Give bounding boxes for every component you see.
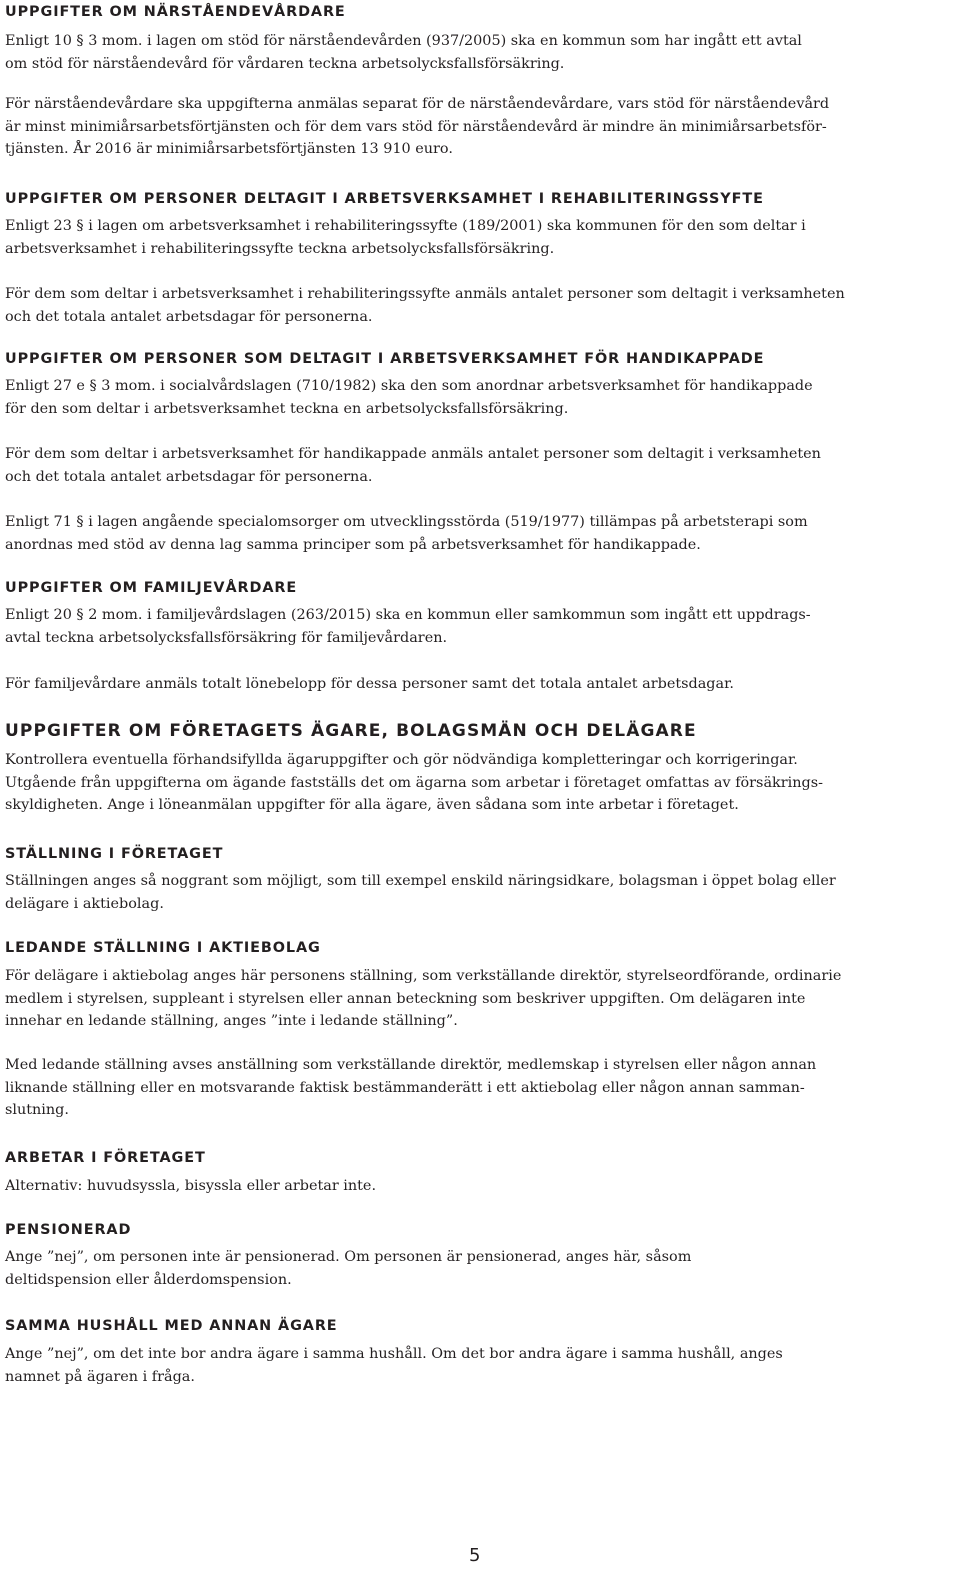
paragraph-line: innehar en ledande ställning, anges ”inte i ledande ställning”. — [5, 1013, 458, 1029]
paragraph-line: deltidspension eller ålderdomspension. — [5, 1271, 292, 1288]
page-number: 5 — [469, 1545, 481, 1566]
section-heading-narstaendevardare: UPPGIFTER OM NÄRSTÅENDEVÅRDARE — [5, 4, 346, 20]
paragraph-line: Enligt 10 § 3 mom. i lagen om stöd för närståendevården (937/2005) ska en kommun som har ingått ett avtal — [5, 33, 802, 49]
paragraph-line: Enligt 71 § i lagen angående specialomsorger om utvecklingsstörda (519/1977) tillämpas på arbetsterapi som — [5, 514, 808, 530]
paragraph — [5, 1343, 783, 1388]
section-heading-stallning: STÄLLNING I FÖRETAGET — [5, 846, 224, 862]
paragraph-line: Ange ”nej”, om personen inte är pensionerad. Om personen är pensionerad, anges här, såsom — [5, 1249, 692, 1265]
paragraph — [5, 30, 802, 75]
paragraph-line: är minst minimiårsarbetsförtjänsten och för dem vars stöd för närståendevård är mindre än minimiårsarbetsför- — [5, 118, 827, 135]
paragraph-line: namnet på ägaren i fråga. — [5, 1368, 195, 1385]
paragraph-line: För familjevårdare anmäls totalt lönebelopp för dessa personer samt det totala antalet arbetsdagar. — [5, 676, 734, 692]
paragraph — [5, 93, 829, 161]
paragraph — [5, 375, 813, 420]
paragraph-line: Enligt 20 § 2 mom. i familjevårdslagen (263/2015) ska en kommun eller samkommun som ingått ett uppdrags- — [5, 607, 811, 623]
paragraph-line: arbetsverksamhet i rehabiliteringssyfte teckna arbetsolycksfallsförsäkring. — [5, 240, 555, 257]
paragraph-line: Enligt 23 § i lagen om arbetsverksamhet i rehabiliteringssyfte (189/2001) ska kommunen för den som deltar i — [5, 218, 806, 234]
section-heading-rehabilitering: UPPGIFTER OM PERSONER DELTAGIT I ARBETSVERKSAMHET I REHABILITERINGSSYFTE — [5, 191, 764, 207]
paragraph-line: Ange ”nej”, om det inte bor andra ägare i samma hushåll. Om det bor andra ägare i samma hushåll, anges — [5, 1346, 783, 1362]
paragraph-line: tjänsten. År 2016 är minimiårsarbetsförtjänsten 13 910 euro. — [5, 141, 453, 157]
section-heading-ledande-stallning: LEDANDE STÄLLNING I AKTIEBOLAG — [5, 940, 321, 956]
paragraph-line: För delägare i aktiebolag anges här personens ställning, som verkställande direktör, styrelseordförande, ordinarie — [5, 968, 842, 984]
section-heading-familjevardare: UPPGIFTER OM FAMILJEVÅRDARE — [5, 580, 298, 596]
paragraph-line: Kontrollera eventuella förhandsifyllda ägaruppgifter och gör nödvändiga kompletteringar och korrigeringar. — [5, 752, 798, 768]
paragraph-line: Ställningen anges så noggrant som möjligt, som till exempel enskild näringsidkare, bolagsman i öppet bolag eller — [5, 873, 836, 889]
paragraph — [5, 511, 808, 556]
paragraph-line: och det totala antalet arbetsdagar för personerna. — [5, 308, 373, 325]
paragraph — [5, 215, 806, 260]
paragraph — [5, 443, 821, 488]
paragraph-line: om stöd för närståendevård för vårdaren teckna arbetsolycksfallsförsäkring. — [5, 55, 565, 72]
paragraph-line: För dem som deltar i arbetsverksamhet i rehabiliteringssyfte anmäls antalet personer som deltagit i verksamheten — [5, 286, 845, 302]
section-heading-handikappade: UPPGIFTER OM PERSONER SOM DELTAGIT I ARBETSVERKSAMHET FÖR HANDIKAPPADE — [5, 351, 765, 367]
paragraph-line: delägare i aktiebolag. — [5, 895, 164, 912]
paragraph-line: För dem som deltar i arbetsverksamhet för handikappade anmäls antalet personer som deltagit i verksamheten — [5, 446, 821, 462]
paragraph-line: avtal teckna arbetsolycksfallsförsäkring för familjevårdaren. — [5, 629, 448, 646]
paragraph — [5, 965, 841, 1033]
paragraph — [5, 1175, 376, 1198]
paragraph-line: anordnas med stöd av denna lag samma principer som på arbetsverksamhet för handikappade. — [5, 536, 701, 553]
section-heading-pensionerad: PENSIONERAD — [5, 1222, 132, 1238]
paragraph — [5, 870, 836, 915]
paragraph — [5, 749, 823, 817]
paragraph — [5, 1246, 691, 1291]
section-heading-agare: UPPGIFTER OM FÖRETAGETS ÄGARE, BOLAGSMÄN OCH DELÄGARE — [5, 721, 697, 741]
paragraph-line: Alternativ: huvudsyssla, bisyssla eller arbetar inte. — [5, 1178, 377, 1194]
paragraph-line: liknande ställning eller en motsvarande faktisk bestämmanderätt i ett aktiebolag eller någon annan samman- — [5, 1079, 805, 1096]
paragraph — [5, 1054, 816, 1122]
paragraph-line: För närståendevårdare ska uppgifterna anmälas separat för de närståendevårdare, vars stöd för närståendevård — [5, 96, 830, 112]
section-heading-arbetar: ARBETAR I FÖRETAGET — [5, 1150, 206, 1166]
paragraph — [5, 673, 734, 696]
paragraph-line: Enligt 27 e § 3 mom. i socialvårdslagen (710/1982) ska den som anordnar arbetsverksamhet för handikappade — [5, 378, 813, 394]
paragraph-line: Utgående från uppgifterna om ägande fastställs det om ägarna som arbetar i företaget omfattas av försäkrings- — [5, 774, 823, 791]
paragraph — [5, 604, 811, 649]
paragraph-line: och det totala antalet arbetsdagar för personerna. — [5, 468, 373, 485]
section-heading-samma-hushall: SAMMA HUSHÅLL MED ANNAN ÄGARE — [5, 1318, 338, 1334]
paragraph — [5, 283, 845, 328]
paragraph-line: Med ledande ställning avses anställning som verkställande direktör, medlemskap i styrelsen eller någon annan — [5, 1057, 817, 1073]
paragraph-line: slutning. — [5, 1102, 69, 1118]
paragraph-line: medlem i styrelsen, suppleant i styrelsen eller annan beteckning som beskriver uppgiften. Om delägaren inte — [5, 990, 806, 1007]
paragraph-line: skyldigheten. Ange i löneanmälan uppgifter för alla ägare, även sådana som inte arbetar i företaget. — [5, 797, 739, 813]
paragraph-line: för den som deltar i arbetsverksamhet teckna en arbetsolycksfallsförsäkring. — [5, 400, 569, 417]
